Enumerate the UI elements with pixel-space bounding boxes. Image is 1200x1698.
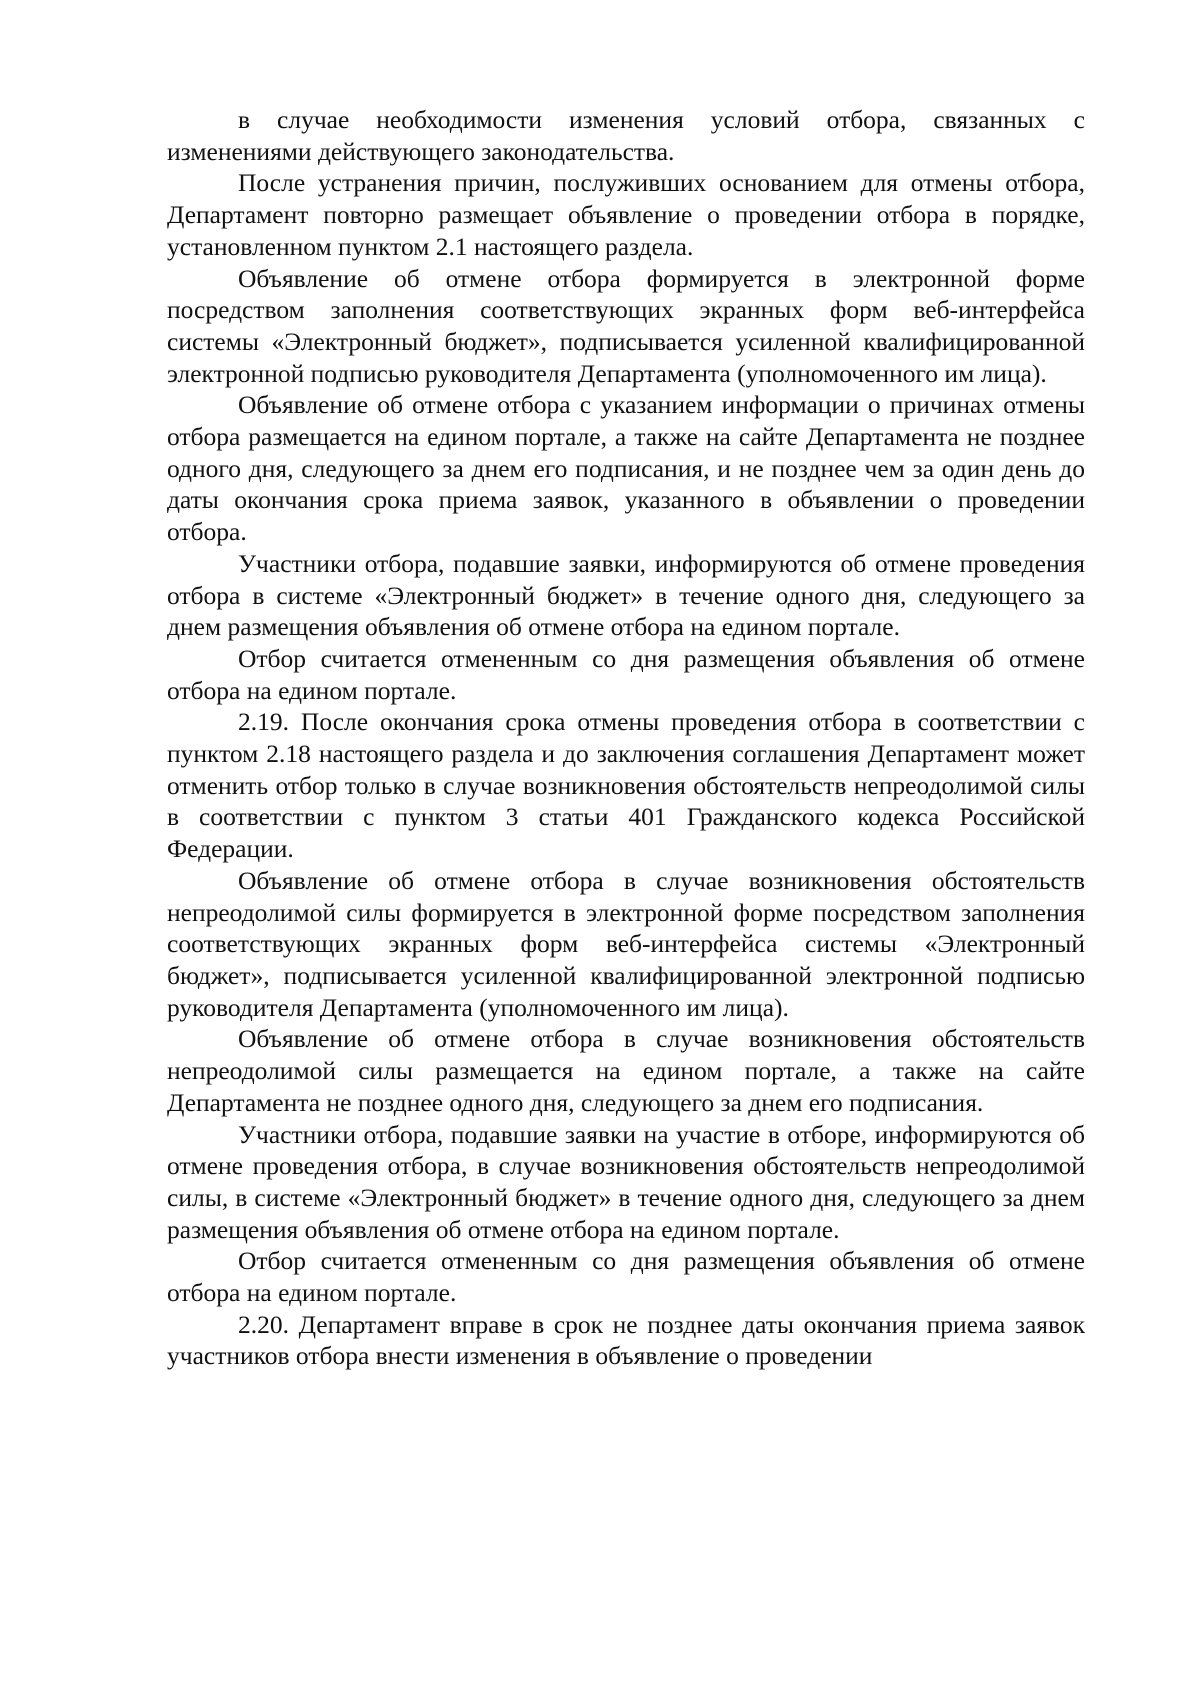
paragraph-1: в случае необходимости изменения условий отбора, связанных с изменениями действующего законодательства. — [167, 105, 1085, 166]
paragraph-12: 2.20. Департамент вправе в срок не позднее даты окончания приема заявок участников отбора внести изменения в объявление о проведении — [167, 1309, 1085, 1371]
paragraph-11: Отбор считается отмененным со дня размещения объявления об отмене отбора на едином портале. — [167, 1246, 1085, 1308]
paragraph-5: Участники отбора, подавшие заявки, информируются об отмене проведения отбора в системе «Электронный бюджет» в течение одного дня, следующего за днем размещения объявления об отмене отбора на едином портале. — [167, 548, 1085, 642]
paragraph-8: Объявление об отмене отбора в случае возникновения обстоятельств непреодолимой силы формируется в электронной форме посредством заполнения соответствующих экранных форм веб-интерфейса системы «Электронный бюджет», подписывается усиленной квалифицированной электронной подписью руководителя Департамента (уполномоченного им лица). — [167, 865, 1085, 1022]
document-page — [167, 104, 1085, 1372]
paragraph-4: Объявление об отмене отбора с указанием информации о причинах отмены отбора размещается на едином портале, а также на сайте Департамента не позднее одного дня, следующего за днем его подписания, и не позднее чем за один день до даты окончания срока приема заявок, указанного в объявлении о проведении отбора. — [167, 390, 1085, 547]
paragraph-3: Объявление об отмене отбора формируется в электронной форме посредством заполнения соответствующих экранных форм веб-интерфейса системы «Электронный бюджет», подписывается усиленной квалифицированной электронной подписью руководителя Департамента (уполномоченного им лица). — [167, 263, 1085, 388]
paragraph-10: Участники отбора, подавшие заявки на участие в отборе, информируются об отмене проведения отбора, в случае возникновения обстоятельств непреодолимой силы, в системе «Электронный бюджет» в течение одного дня, следующего за днем размещения объявления об отмене отбора на едином портале. — [167, 1119, 1085, 1244]
paragraph-9: Объявление об отмене отбора в случае возникновения обстоятельств непреодолимой силы размещается на едином портале, а также на сайте Департамента не позднее одного дня, следующего за днем его подписания. — [167, 1024, 1085, 1117]
paragraph-6: Отбор считается отмененным со дня размещения объявления об отмене отбора на едином портале. — [167, 643, 1085, 705]
paragraph-2: После устранения причин, послуживших основанием для отмены отбора, Департамент повторно размещает объявление о проведении отбора в порядке, установленном пунктом 2.1 настоящего раздела. — [167, 168, 1085, 261]
paragraph-7: 2.19. После окончания срока отмены проведения отбора в соответствии с пунктом 2.18 настоящего раздела и до заключения соглашения Департамент может отменить отбор только в случае возникновения обстоятельств непреодолимой силы в соответствии с пунктом 3 статьи 401 Гражданского кодекса Российской Федерации. — [167, 707, 1085, 864]
